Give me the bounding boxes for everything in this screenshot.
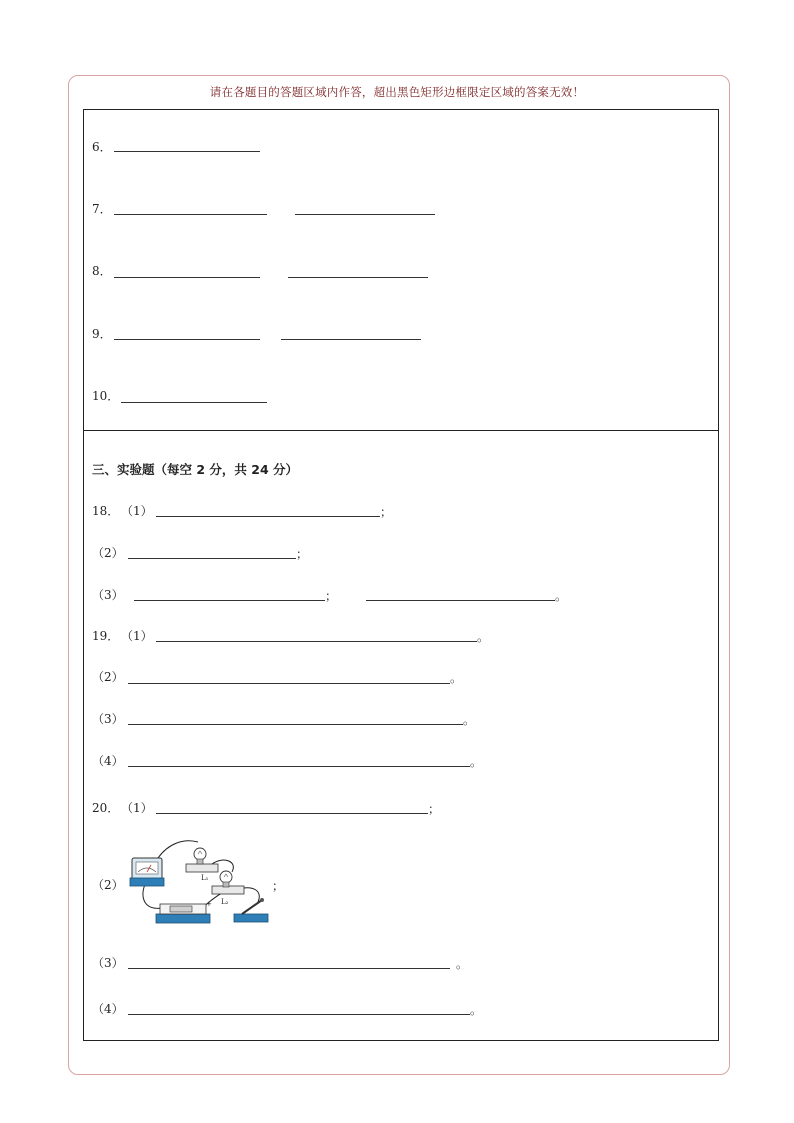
q20-part2-semicolon: ；: [272, 879, 285, 893]
q20-part3-period: 。: [456, 957, 469, 971]
q10-number: 10．: [92, 389, 120, 403]
q8-number: 8．: [92, 264, 112, 278]
q8-answer-blank-1[interactable]: [114, 277, 260, 278]
q18-part2-label: （2）: [92, 546, 124, 560]
q19-part1-blank[interactable]: [156, 641, 477, 642]
q6-number: 6．: [92, 140, 112, 154]
q9-answer-blank-1[interactable]: [114, 339, 260, 340]
q18-part2-semicolon: ；: [296, 547, 309, 561]
ammeter-icon: [130, 858, 164, 886]
bulb1-label: L₁: [201, 874, 209, 882]
q18-part3-label: （3）: [92, 588, 124, 602]
q19-number: 19．: [92, 629, 120, 643]
q18-part2-blank[interactable]: [128, 558, 296, 559]
q20-part2-label: （2）: [92, 878, 124, 892]
q19-part2-blank[interactable]: [128, 683, 450, 684]
q18-part1-semicolon: ；: [380, 505, 393, 519]
q18-part3-blank-2[interactable]: [366, 600, 555, 601]
q19-part3-period: 。: [463, 713, 476, 727]
q18-part1-blank[interactable]: [156, 516, 380, 517]
q7-answer-blank-1[interactable]: [114, 214, 267, 215]
q18-number: 18．: [92, 504, 120, 518]
experiment-answer-box: [83, 430, 719, 1041]
q19-part4-label: （4）: [92, 754, 124, 768]
q19-part3-label: （3）: [92, 712, 124, 726]
q7-number: 7．: [92, 202, 112, 216]
q20-part1-semicolon: ；: [428, 802, 441, 816]
wire-meter-to-bulb1: [158, 841, 198, 858]
fill-blank-answer-box: [83, 109, 719, 431]
answer-area-notice: 请在各题目的答题区域内作答，超出黑色矩形边框限定区域的答案无效！: [209, 85, 585, 99]
q20-part1-label: （1）: [121, 801, 153, 815]
q18-part3-semicolon: ；: [325, 589, 338, 603]
q20-number: 20．: [92, 801, 120, 815]
q18-part3-blank-1[interactable]: [134, 600, 325, 601]
bulb1-icon: [186, 848, 218, 872]
bulb2-icon: [212, 871, 244, 894]
q19-part3-blank[interactable]: [128, 724, 463, 725]
q9-answer-blank-2[interactable]: [281, 339, 421, 340]
q19-part1-period: 。: [477, 630, 490, 644]
q6-answer-blank[interactable]: [114, 151, 260, 152]
battery-icon: [156, 904, 210, 923]
q20-part3-label: （3）: [92, 956, 124, 970]
q20-part4-period: 。: [470, 1003, 483, 1017]
q20-part4-blank[interactable]: [128, 1014, 470, 1015]
q19-part2-period: 。: [450, 671, 463, 685]
q7-answer-blank-2[interactable]: [295, 214, 435, 215]
q20-part4-label: （4）: [92, 1002, 124, 1016]
battery-plus-sign: +: [206, 900, 212, 908]
q19-part4-blank[interactable]: [128, 766, 470, 767]
switch-icon: [234, 898, 268, 922]
q9-number: 9．: [92, 327, 112, 341]
experiment-section-heading: 三、实验题（每空 2 分，共 24 分）: [92, 462, 299, 477]
q18-part1-label: （1）: [121, 504, 153, 518]
q19-part2-label: （2）: [92, 670, 124, 684]
q10-answer-blank[interactable]: [121, 402, 267, 403]
q20-part1-blank[interactable]: [156, 813, 428, 814]
q19-part4-period: 。: [470, 755, 483, 769]
q20-part3-blank[interactable]: [128, 968, 450, 969]
q19-part1-label: （1）: [121, 629, 153, 643]
q18-part3-period: 。: [555, 589, 568, 603]
circuit-diagram: [128, 836, 280, 928]
bulb2-label: L₂: [221, 898, 229, 906]
q8-answer-blank-2[interactable]: [288, 277, 428, 278]
